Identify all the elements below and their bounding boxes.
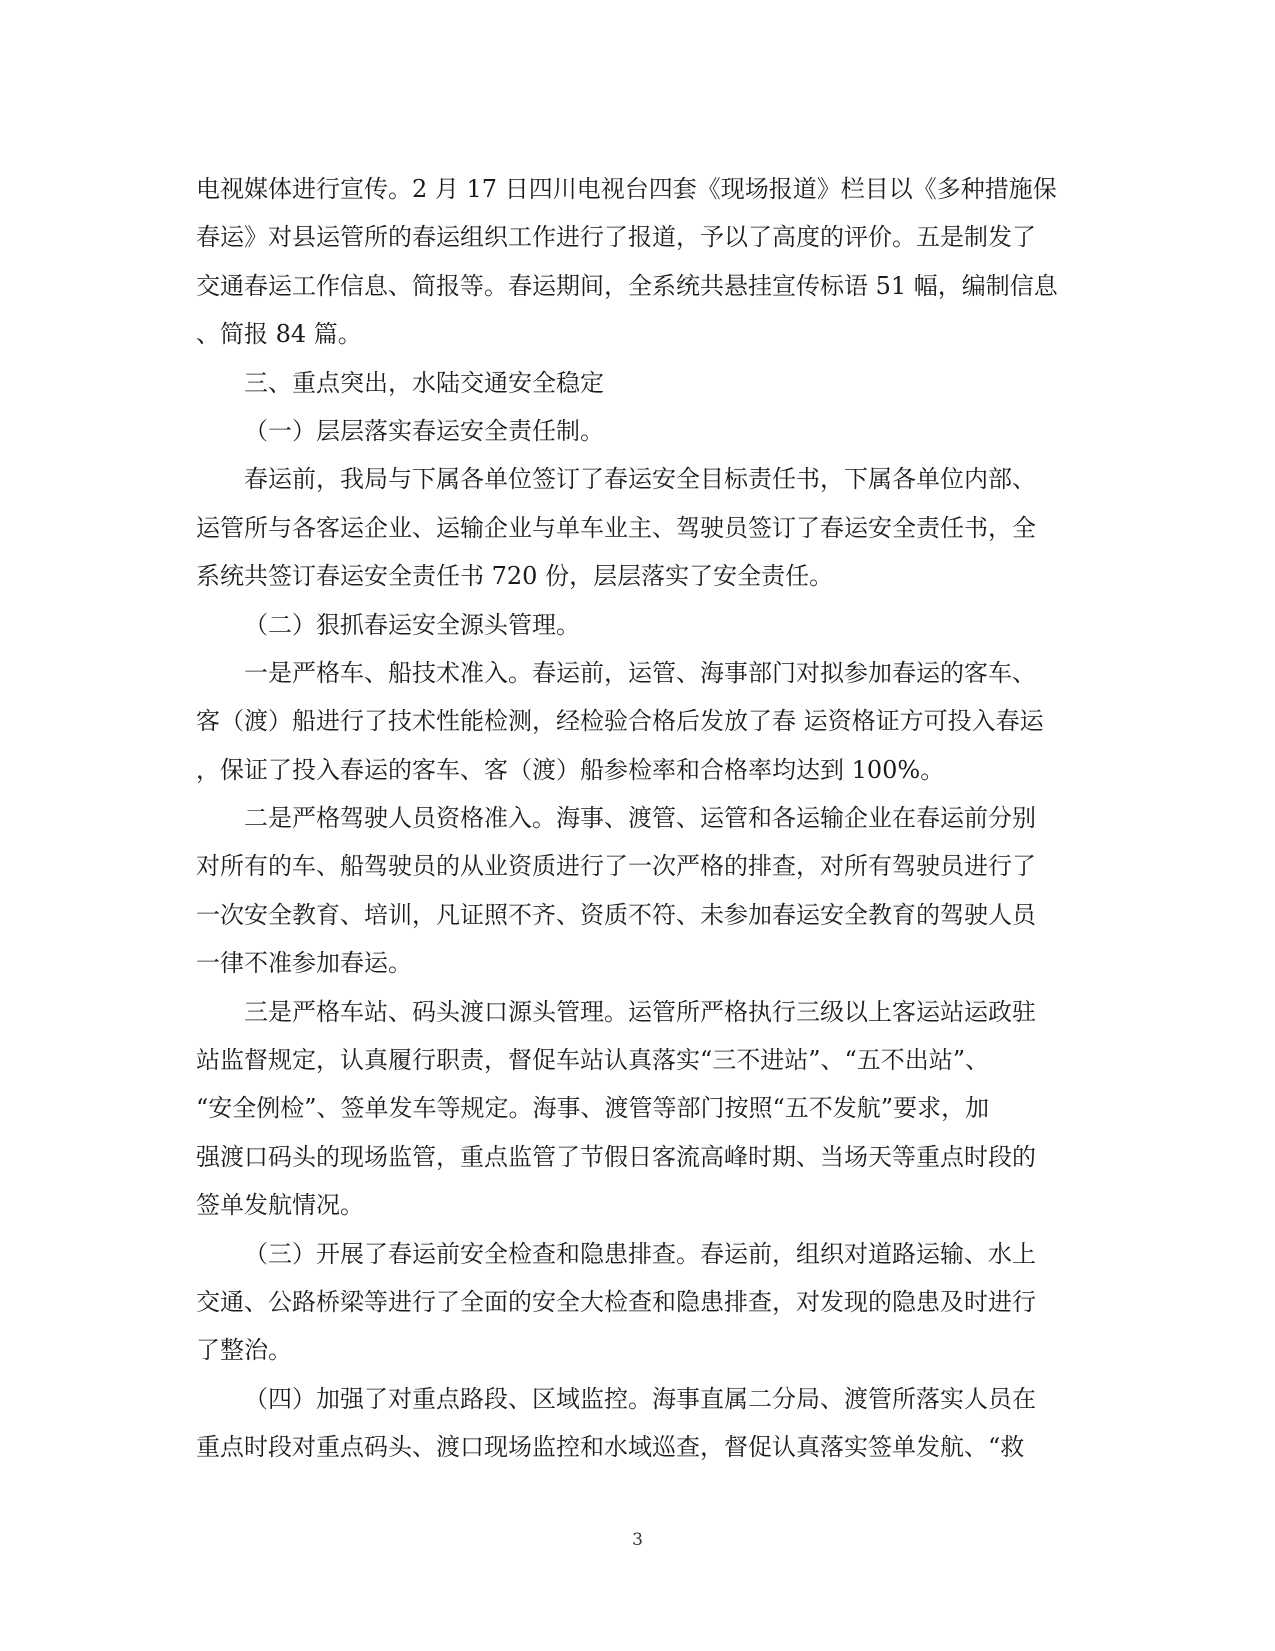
text-line: 二是严格驾驶人员资格准入。海事、渡管、运管和各运输企业在春运前分别 — [244, 804, 1036, 833]
text-line: “安全例检”、签单发车等规定。海事、渡管等部门按照“五不发航”要求，加 — [196, 1094, 990, 1123]
text-line: 对所有的车、船驾驶员的从业资质进行了一次严格的排查，对所有驾驶员进行了 — [196, 852, 1036, 881]
text-line: 交通、公路桥梁等进行了全面的安全大检查和隐患排查，对发现的隐患及时进行 — [196, 1287, 1036, 1316]
subsection-heading: （一）层层落实春运安全责任制。 — [244, 416, 604, 445]
text-line: 了整治。 — [196, 1336, 292, 1365]
subsection-heading: （三）开展了春运前安全检查和隐患排查。春运前，组织对道路运输、水上 — [244, 1239, 1036, 1268]
subsection-heading: （四）加强了对重点路段、区域监控。海事直属二分局、渡管所落实人员在 — [244, 1384, 1036, 1413]
text-line: 重点时段对重点码头、渡口现场监控和水域巡查，督促认真落实签单发航、“救 — [196, 1433, 1025, 1462]
text-line: ，保证了投入春运的客车、客（渡）船参检率和合格率均达到 100%。 — [196, 755, 945, 784]
text-line: 系统共签订春运安全责任书 720 份，层层落实了安全责任。 — [196, 562, 834, 591]
text-line: 春运》对县运管所的春运组织工作进行了报道，予以了高度的评价。五是制发了 — [196, 223, 1036, 252]
text-line: 运管所与各客运企业、运输企业与单车业主、驾驶员签订了春运安全责任书，全 — [196, 513, 1036, 542]
text-line: 交通春运工作信息、简报等。春运期间，全系统共悬挂宣传标语 51 幅，编制信息 — [196, 271, 1058, 300]
text-line: 强渡口码头的现场监管，重点监管了节假日客流高峰时期、当场天等重点时段的 — [196, 1142, 1036, 1171]
page-number: 3 — [632, 1530, 643, 1550]
section-heading: 三、重点突出，水陆交通安全稳定 — [244, 368, 604, 397]
text-line: 三是严格车站、码头渡口源头管理。运管所严格执行三级以上客运站运政驻 — [244, 997, 1036, 1026]
text-line: 一次安全教育、培训，凡证照不齐、资质不符、未参加春运安全教育的驾驶人员 — [196, 900, 1036, 929]
text-line: 站监督规定，认真履行职责，督促车站认真落实“三不进站”、“五不出站”、 — [196, 1046, 990, 1075]
text-line: 签单发航情况。 — [196, 1191, 364, 1220]
text-line: 一是严格车、船技术准入。春运前，运管、海事部门对拟参加春运的客车、 — [244, 658, 1036, 687]
subsection-heading: （二）狠抓春运安全源头管理。 — [244, 610, 580, 639]
document-body — [196, 165, 1076, 1472]
text-line: 一律不准参加春运。 — [196, 949, 412, 978]
text-line: 、简报 84 篇。 — [196, 320, 362, 349]
text-line: 客（渡）船进行了技术性能检测，经检验合格后发放了春 运资格证方可投入春运 — [196, 707, 1044, 736]
text-line: 电视媒体进行宣传。2 月 17 日四川电视台四套《现场报道》栏目以《多种措施保 — [196, 175, 1057, 203]
text-line: 春运前，我局与下属各单位签订了春运安全目标责任书，下属各单位内部、 — [244, 465, 1036, 494]
